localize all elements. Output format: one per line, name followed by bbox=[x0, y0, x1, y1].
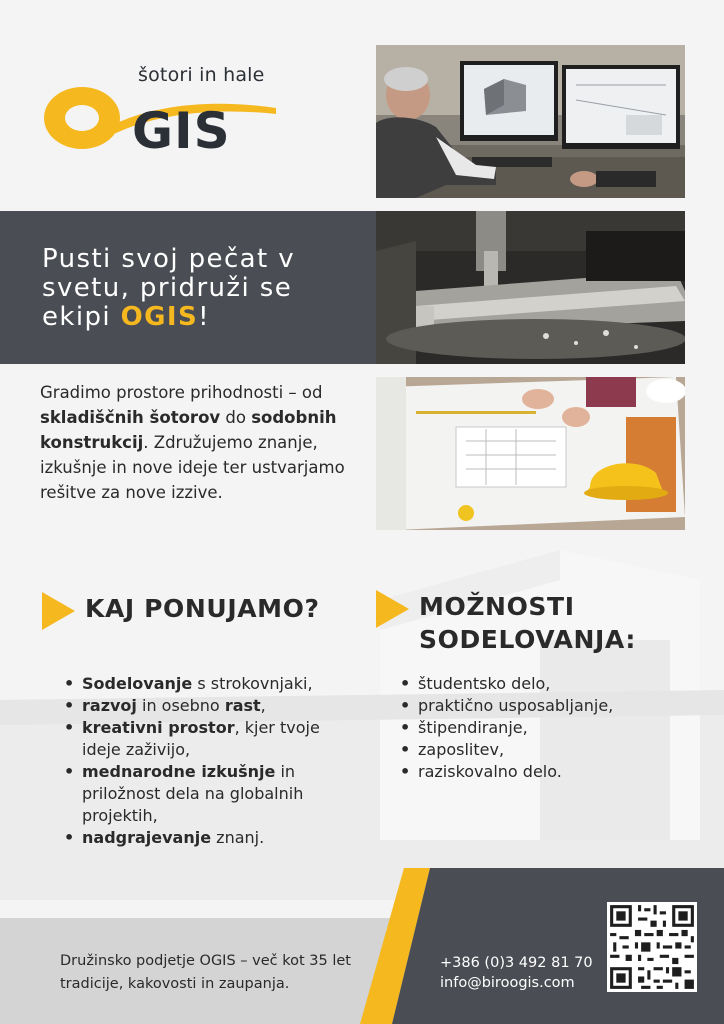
offer-item-bold: nadgrajevanje bbox=[82, 828, 212, 847]
list-item: • zaposlitev, bbox=[398, 739, 688, 761]
logo-tagline: šotori in hale bbox=[138, 64, 265, 86]
intro-text-3: . Združujemo znanje, izkušnje in nove ideje ter ustvarjamo rešitve za nove izzive. bbox=[40, 433, 345, 502]
phone-number[interactable]: +386 (0)3 492 81 70 bbox=[440, 955, 593, 971]
yellow-triangle-icon bbox=[42, 592, 75, 630]
offer-item-text: znanj. bbox=[211, 828, 265, 847]
yellow-triangle-icon bbox=[376, 590, 409, 628]
offer-item-bold: razvoj bbox=[82, 696, 137, 715]
email-address[interactable]: info@biroogis.com bbox=[440, 975, 575, 991]
offer-item-text: , kjer tvoje ideje zaživijo, bbox=[82, 718, 320, 759]
ogis-wordmark-logo bbox=[40, 82, 290, 152]
banner-text-main: Pusti svoj pečat v svetu, pridruži se ekipi bbox=[42, 244, 296, 332]
photo-construction-plans bbox=[376, 377, 685, 530]
photo-cnc-machining bbox=[376, 211, 685, 364]
list-item: • praktično usposabljanje, bbox=[398, 695, 688, 717]
list-item: • raziskovalno delo. bbox=[398, 761, 688, 783]
offer-item-bold: Sodelovanje bbox=[82, 674, 193, 693]
qr-code-icon[interactable] bbox=[607, 902, 697, 992]
list-item bbox=[62, 673, 358, 695]
intro-text-1: Gradimo prostore prihodnosti – od bbox=[40, 383, 323, 402]
intro-bold-2: sodobnih konstrukcij bbox=[40, 408, 337, 452]
list-item bbox=[62, 827, 358, 849]
options-heading bbox=[376, 590, 679, 656]
intro-bold-1: skladiščnih šotorov bbox=[40, 408, 221, 427]
list-item bbox=[62, 717, 358, 761]
offer-item-bold: rast bbox=[224, 696, 261, 715]
list-item: • štipendiranje, bbox=[398, 717, 688, 739]
offer-item-text: s strokovnjaki, bbox=[192, 674, 313, 693]
banner-exclamation: ! bbox=[198, 302, 210, 332]
banner-brand: OGIS bbox=[120, 302, 199, 332]
footer-contact bbox=[440, 953, 610, 993]
offer-item-text: in priložnost dela na globalnih projektih, bbox=[82, 762, 304, 825]
offer-list bbox=[62, 673, 358, 849]
offer-item-bold: mednarodne izkušnje bbox=[82, 762, 276, 781]
svg-text:GIS: GIS bbox=[132, 102, 231, 152]
intro-paragraph bbox=[40, 380, 360, 505]
offer-item-text: in osebno bbox=[136, 696, 225, 715]
options-list bbox=[398, 673, 688, 783]
banner-headline bbox=[42, 245, 362, 332]
intro-text-2: do bbox=[220, 408, 252, 427]
recruitment-banner bbox=[0, 211, 376, 364]
ogis-logo bbox=[40, 60, 290, 155]
list-item bbox=[62, 761, 358, 827]
offer-item-bold: kreativni prostor bbox=[82, 718, 235, 737]
list-item bbox=[62, 695, 358, 717]
offer-title: KAJ PONUJAMO? bbox=[85, 594, 320, 623]
offer-item-text: , bbox=[260, 696, 266, 715]
options-title: MOŽNOSTI SODELOVANJA: bbox=[419, 592, 636, 654]
offer-heading bbox=[42, 592, 325, 630]
footer-about-text: Družinsko podjetje OGIS – več kot 35 let tradicije, kakovosti in zaupanja. bbox=[60, 953, 351, 992]
photo-engineer-at-computer bbox=[376, 45, 685, 198]
list-item: • študentsko delo, bbox=[398, 673, 688, 695]
